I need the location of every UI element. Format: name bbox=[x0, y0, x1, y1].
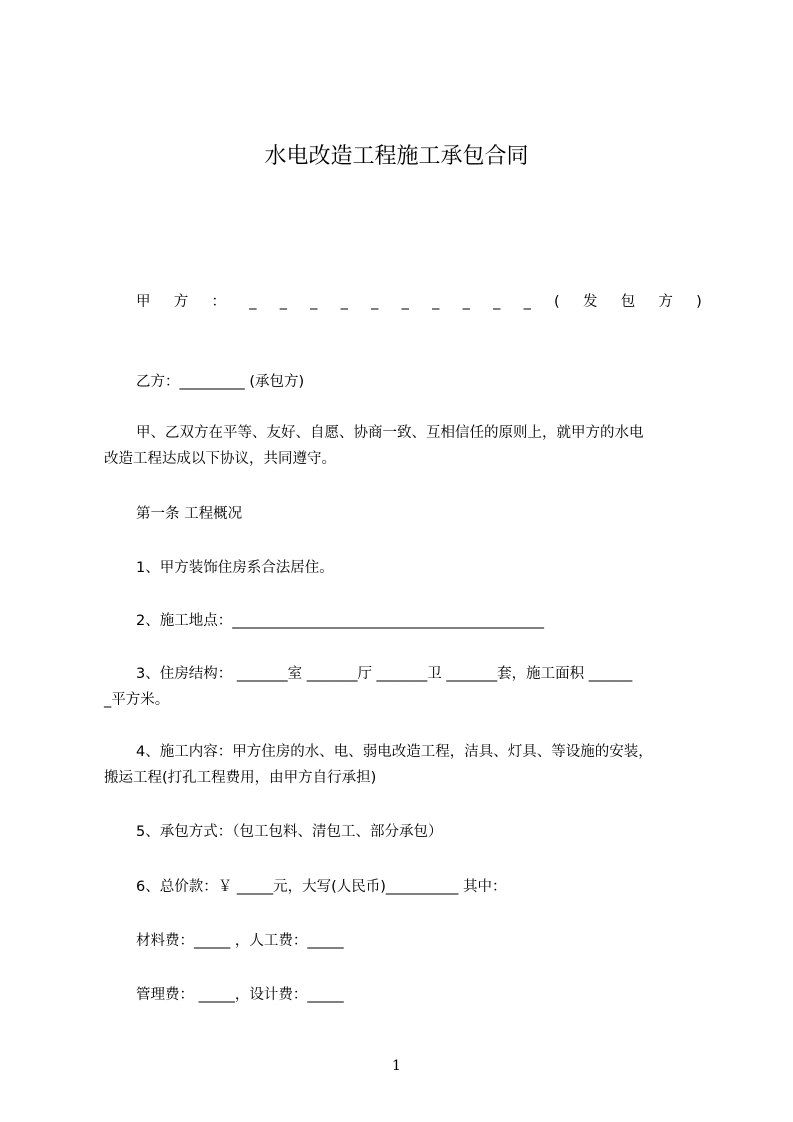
preamble-line-2: 改造工程达成以下协议，共同遵守。 bbox=[104, 451, 336, 467]
item-6-total-price: 6、总价款：￥ _____元，大写(人民币)__________ 其中： bbox=[136, 879, 507, 895]
party-a-char: 方 bbox=[173, 294, 189, 310]
party-a-blank: _ bbox=[371, 294, 379, 310]
party-a-blank: _ bbox=[523, 294, 531, 310]
fees-line-2: 管理费： _____，设计费：_____ bbox=[136, 987, 344, 1003]
party-a-char: ( bbox=[554, 294, 560, 310]
party-a-char: 甲 bbox=[136, 294, 151, 310]
party-a-char: ： bbox=[211, 294, 226, 310]
item-3-line-2: _平方米。 bbox=[104, 692, 170, 708]
item-4-line-2: 搬运工程(打孔工程费用，由甲方自行承担) bbox=[104, 770, 377, 786]
party-a-blank: _ bbox=[340, 294, 348, 310]
page-number: 1 bbox=[392, 1058, 401, 1074]
party-a-char: 包 bbox=[620, 294, 636, 310]
party-a-blank: _ bbox=[249, 294, 257, 310]
party-a-blank: _ bbox=[462, 294, 470, 310]
party-a-char: ) bbox=[696, 294, 702, 310]
party-b-line: 乙方：_________ (承包方) bbox=[136, 374, 305, 390]
item-2-construction-site: 2、施工地点：___________________________________________ bbox=[136, 613, 544, 629]
party-a-char: 方 bbox=[658, 294, 673, 310]
item-3-line-1: 3、住房结构： _______室 _______厅 _______卫 _______套，施工面积 ______ bbox=[136, 666, 633, 682]
party-a-blank: _ bbox=[493, 294, 501, 310]
item-5-contract-mode: 5、承包方式：（包工包料、清包工、部分承包） bbox=[136, 824, 443, 840]
party-a-line bbox=[136, 292, 702, 312]
item-4-line-1: 4、施工内容：甲方住房的水、电、弱电改造工程，洁具、灯具、等设施的安装， bbox=[136, 744, 653, 760]
preamble-line-1: 甲、乙双方在平等、友好、自愿、协商一致、互相信任的原则上，就甲方的水电 bbox=[136, 425, 644, 441]
document-title: 水电改造工程施工承包合同 bbox=[264, 144, 529, 169]
party-a-char: 发 bbox=[582, 294, 598, 310]
party-a-blank: _ bbox=[401, 294, 409, 310]
preamble-paragraph bbox=[104, 420, 702, 472]
party-a-blank: _ bbox=[310, 294, 318, 310]
item-3-house-structure bbox=[104, 661, 702, 713]
item-1: 1、甲方装饰住房系合法居住。 bbox=[136, 560, 334, 576]
item-4-construction-content bbox=[104, 739, 702, 791]
party-a-blank: _ bbox=[279, 294, 287, 310]
party-a-blank: _ bbox=[432, 294, 440, 310]
fees-line-1: 材料费：_____ ，人工费：_____ bbox=[136, 933, 344, 949]
article-1-heading: 第一条 工程概况 bbox=[136, 506, 243, 522]
